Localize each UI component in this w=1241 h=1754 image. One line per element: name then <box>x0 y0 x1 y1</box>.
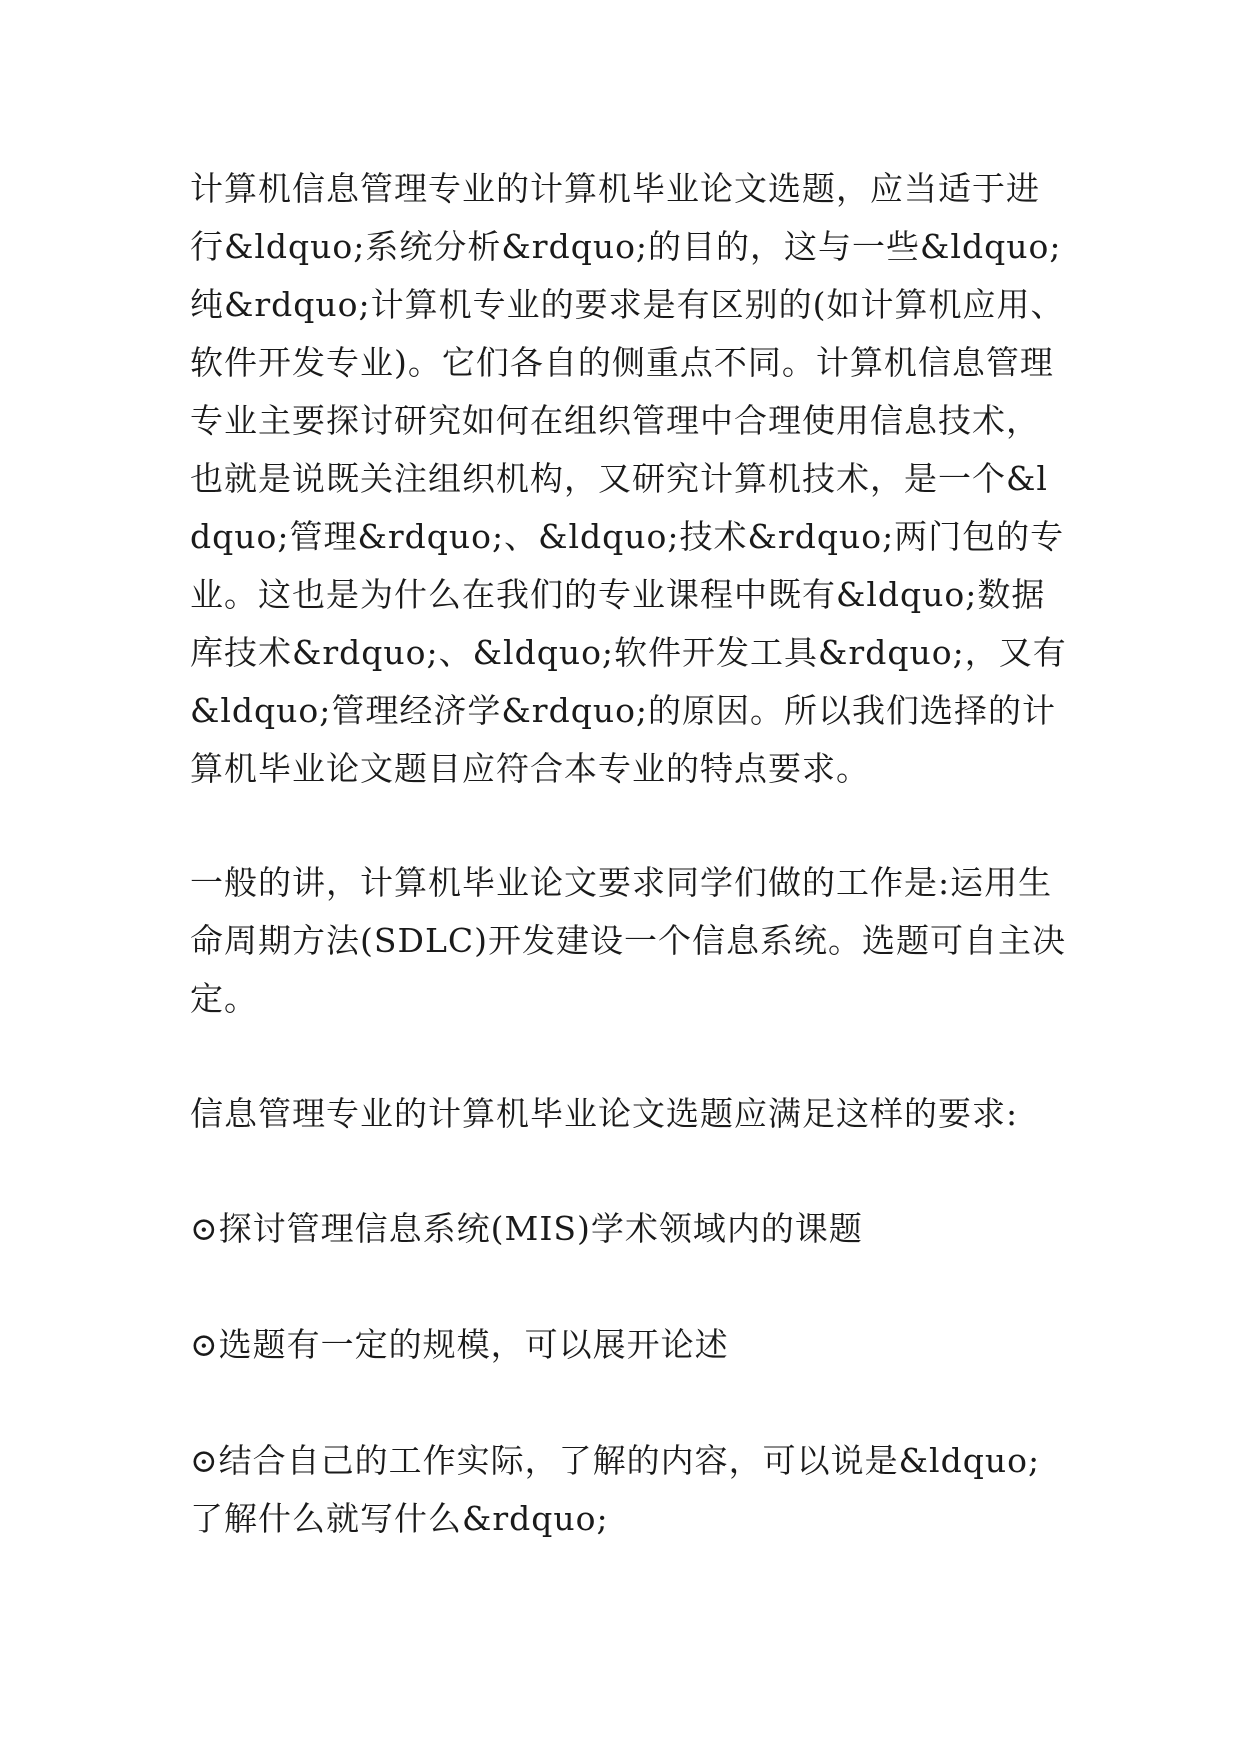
document-body <box>190 160 1070 1606</box>
paragraph-intro: 计算机信息管理专业的计算机毕业论文选题，应当适于进行&ldquo;系统分析&rdquo;的目的，这与一些&ldquo;纯&rdquo;计算机专业的要求是有区别的(如计算机应用、软件开发专业)。它们各自的侧重点不同。计算机信息管理专业主要探讨研究如何在组织管理中合理使用信息技术，也就是说既关注组织机构，又研究计算机技术，是一个&ldquo;管理&rdquo;、&ldquo;技术&rdquo;两门包的专业。这也是为什么在我们的专业课程中既有&ldquo;数据库技术&rdquo;、&ldquo;软件开发工具&rdquo;，又有&ldquo;管理经济学&rdquo;的原因。所以我们选择的计算机毕业论文题目应符合本专业的特点要求。 <box>190 169 1067 788</box>
requirement-item-work-practice: ⊙结合自己的工作实际，了解的内容，可以说是&ldquo;了解什么就写什么&rdquo; <box>190 1441 1041 1538</box>
requirement-item-mis: ⊙探讨管理信息系统(MIS)学术领域内的课题 <box>190 1209 863 1248</box>
paragraph-general-requirement: 一般的讲，计算机毕业论文要求同学们做的工作是:运用生命周期方法(SDLC)开发建设一个信息系统。选题可自主决定。 <box>190 863 1066 1018</box>
requirement-item-scale: ⊙选题有一定的规模，可以展开论述 <box>190 1325 729 1364</box>
paragraph-requirements-heading: 信息管理专业的计算机毕业论文选题应满足这样的要求: <box>190 1094 1019 1133</box>
